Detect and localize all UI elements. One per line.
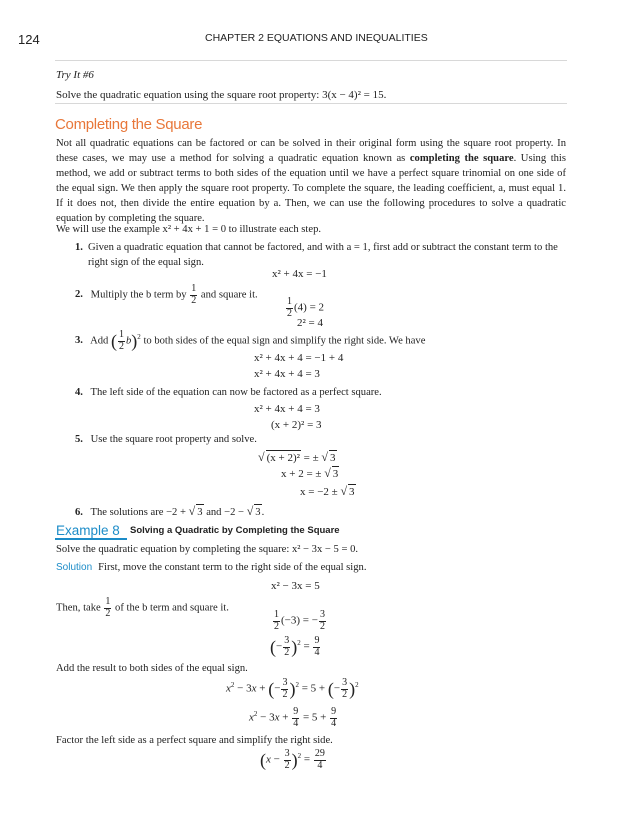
example-eq-2: $\frac{1}{2}$ (−3) = − $\frac{3}{2}$ [274,609,325,632]
step-2-eq-a-text: (4) = 2 [294,301,325,314]
factor-left-text: Factor the left side as a perfect square and simplify the right side. [56,735,333,746]
sqrt-three: 3 [349,486,355,498]
example-lead: We will use the example x² + 4x + 1 = 0 to illustrate each step. [56,224,322,235]
example-title: Solving a Quadratic by Completing the Square [130,525,340,536]
step-5-eq-b-text: x + 2 = ± [281,468,322,480]
step-4 [75,385,565,400]
one-half-fraction: $\frac{1}{2}$ [105,596,111,619]
sqrt-three: 3 [330,452,336,464]
chapter-label: CHAPTER 2 [205,32,264,44]
step-3-equation-a: x² + 4x + 4 = −1 + 4 [254,352,344,364]
try-it-label: Try It #6 [56,69,94,81]
chapter-title: EQUATIONS AND INEQUALITIES [266,32,428,44]
step-3-equation-b: x² + 4x + 4 = 3 [254,368,320,380]
step-3-text-a: Add [90,335,109,347]
example-eq-4: $x^2 - 3x$ + (− $\frac{3}{2}$ )$^2$ = 5 + (− $\frac{3}{2}$ )$^2$ [226,677,359,700]
solution-line [56,560,566,575]
step-5-eq-a-rhs: = ± [303,452,319,464]
step-5-text: Use the square root property and solve. [90,434,257,445]
solution-label: Solution [56,562,93,573]
then-take-b: of the b term and square it. [115,602,229,614]
step-2-equation-a: $\frac{1}{2}$ (4) = 2 [287,296,325,319]
step-1 [75,240,565,270]
example-eq-6: (x − $\frac{3}{2}$ )$^2$ = $\frac{29}{4}$ [260,748,325,771]
step-4-equation-a: x² + 4x + 4 = 3 [254,403,320,415]
intro-bold-term: completing the square [409,153,514,165]
sqrt-three: 3 [254,504,261,520]
step-4-number: 4. [75,387,83,398]
section-intro [56,136,566,226]
step-6-text-b: and −2 − [206,507,245,518]
then-take-a: Then, take [56,602,101,614]
step-2-text-b: and square it. [200,289,258,301]
one-half-fraction: $\frac{1}{2}$ [191,283,197,306]
try-it-top-rule [55,60,567,61]
step-5-eq-c-text: x = −2 ± [300,486,338,498]
step-3-number: 3. [75,335,83,347]
example-eq-1: x² − 3x = 5 [271,580,320,592]
step-5-number: 5. [75,434,83,445]
step-1-equation: x² + 4x = −1 [272,268,327,280]
step-5-equation-c: x = −2 ± √ 3 [300,484,355,498]
step-4-equation-b: (x + 2)² = 3 [271,419,322,431]
example-underline [55,538,127,540]
try-it-bottom-rule [55,103,567,104]
add-result-text: Add the result to both sides of the equal sign. [56,663,248,674]
step-4-text: The left side of the equation can now be factored as a perfect square. [90,387,382,398]
step-2-equation-b: 2² = 4 [297,317,324,329]
solution-text: First, move the constant term to the right side of the equal sign. [98,562,367,573]
step-6-text-a: The solutions are −2 + [90,507,186,518]
running-header [205,32,428,46]
try-it-text: Solve the quadratic equation using the square root property: 3(x − 4)² = 15. [56,89,387,101]
step-2-text-a: Multiply the b term by [90,289,187,301]
step-5 [75,432,565,447]
step-6-number: 6. [75,507,83,518]
example-label: Example 8 [56,523,120,538]
intro-part1: Not all quadratic equations can be factored or can be solved in their original form using the square root property. In these cases, we may use a method for solving a quadratic equation known as [56,138,566,165]
step-2-number: 2. [75,289,83,301]
page-number: 124 [18,32,40,47]
intro-part2: . Using this method, we add or subtract terms to both sides of the equation until we have a perfect square trinomial on one side of the equal sign. We then apply the square root property. To complete the square, the leading coefficient, a, must equal 1. If it does not, then divide the entire equation by a. Then, we can use the following procedures to solve a quadratic equation by completing the square. [56,153,566,225]
example-problem: Solve the quadratic equation by completing the square: x² − 3x − 5 = 0. [56,544,359,555]
step-5-equation-b: x + 2 = ± √ 3 [281,466,339,480]
sqrt-radicand: (x + 2)² [266,452,300,464]
step-3: 3. Add ( $\frac{1}{2}$ b)$^2$ to both sides of the equal sign and simplify the right side. We have [75,329,426,352]
step-1-number: 1. [75,242,83,253]
step-3-text-b: to both sides of the equal sign and simplify the right side. We have [143,335,426,347]
step-1-text: Given a quadratic equation that cannot be factored, and with a = 1, first add or subtract the constant term to the right sign of the equal sign. [88,242,558,269]
section-title: Completing the Square [55,116,203,133]
sqrt-three: 3 [196,504,203,520]
example-eq-3: (− $\frac{3}{2}$ )$^2$ = $\frac{9}{4}$ [270,635,320,658]
sqrt-three: 3 [332,468,339,480]
example-eq-5: $x^2 - 3x$ + $\frac{9}{4}$ = 5 + $\frac{9}{4}$ [249,706,337,729]
step-5-equation-a: √ (x + 2)² = ± √ 3 [258,450,336,464]
step-6: 6. The solutions are −2 + √ 3 and −2 − √ 3. [75,503,565,520]
